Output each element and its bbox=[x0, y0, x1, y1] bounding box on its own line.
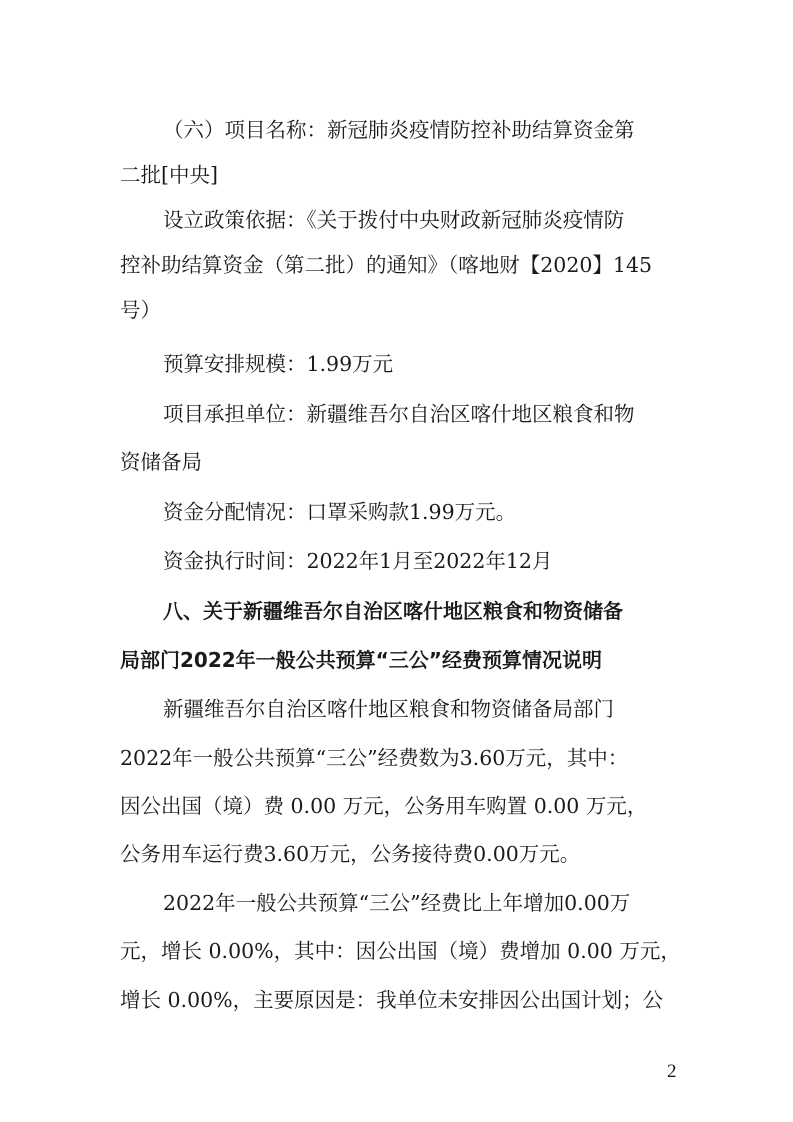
undertaking-unit-line-2: 资储备局 bbox=[120, 450, 202, 474]
section-heading-line-2: 局部门2022年一般公共预算“三公”经费预算情况说明 bbox=[120, 648, 602, 672]
page-number: 2 bbox=[667, 1061, 677, 1082]
comparison-paragraph-line-3: 增长 0.00%，主要原因是：我单位未安排因公出国计划；公 bbox=[120, 988, 664, 1012]
policy-basis-line-3: 号） bbox=[120, 298, 161, 322]
policy-basis-line-2: 控补助结算资金（第二批）的通知》（喀地财【2020】145 bbox=[120, 253, 653, 277]
comparison-paragraph-line-2: 元，增长 0.00%，其中：因公出国（境）费增加 0.00 万元， bbox=[120, 939, 681, 963]
project-name-line-2: 二批[中央] bbox=[120, 163, 218, 187]
three-public-paragraph-line-4: 公务用车运行费3.60万元，公务接待费0.00万元。 bbox=[120, 842, 581, 866]
project-name-line-1: （六）项目名称：新冠肺炎疫情防控补助结算资金第 bbox=[163, 118, 635, 142]
comparison-paragraph-line-1: 2022年一般公共预算“三公”经费比上年增加0.00万 bbox=[163, 891, 631, 915]
three-public-paragraph-line-1: 新疆维吾尔自治区喀什地区粮食和物资储备局部门 bbox=[163, 697, 614, 721]
section-heading-line-1: 八、关于新疆维吾尔自治区喀什地区粮食和物资储备 bbox=[163, 599, 623, 623]
undertaking-unit-line-1: 项目承担单位：新疆维吾尔自治区喀什地区粮食和物 bbox=[163, 402, 635, 426]
policy-basis-line-1: 设立政策依据：《关于拨付中央财政新冠肺炎疫情防 bbox=[163, 208, 625, 232]
budget-scale-line: 预算安排规模：1.99万元 bbox=[163, 352, 394, 376]
three-public-paragraph-line-2: 2022年一般公共预算“三公”经费数为3.60万元，其中： bbox=[120, 746, 629, 770]
execution-time-line: 资金执行时间：2022年1月至2022年12月 bbox=[163, 549, 553, 573]
three-public-paragraph-line-3: 因公出国（境）费 0.00 万元，公务用车购置 0.00 万元， bbox=[120, 794, 648, 818]
fund-allocation-line: 资金分配情况：口罩采购款1.99万元。 bbox=[163, 500, 517, 524]
